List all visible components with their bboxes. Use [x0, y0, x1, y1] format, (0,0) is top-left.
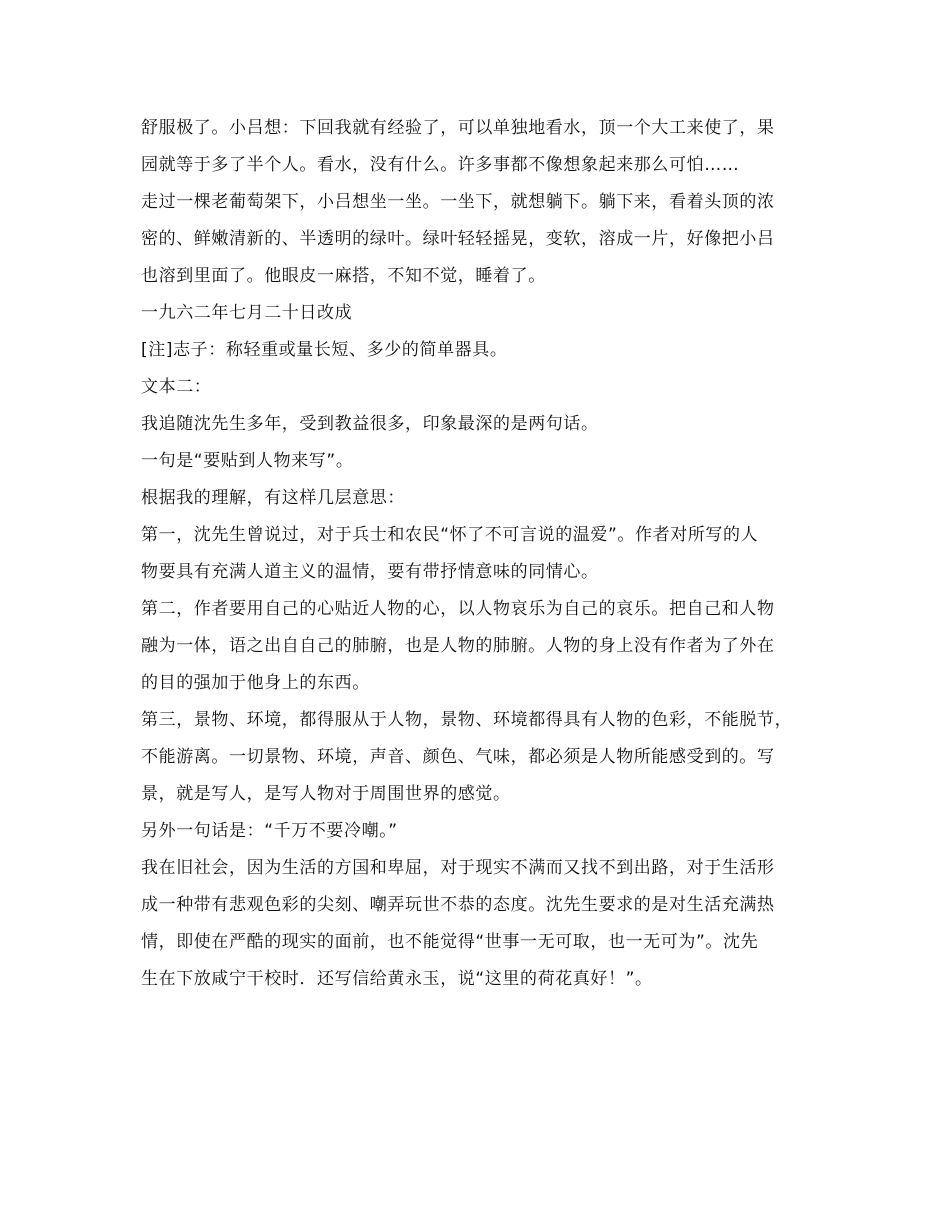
text-line: 也溶到里面了。他眼皮一麻搭，不知不觉，睡着了。: [141, 266, 546, 286]
text-line: 第一，沈先生曾说过，对于兵士和农民“怀了不可言说的温爱”。作者对所写的人: [141, 525, 759, 545]
text-line: 一句是“要贴到人物来写”。: [141, 451, 354, 471]
paragraph-old-society: [141, 850, 821, 998]
text-line: 融为一体，语之出自自己的肺腑，也是人物的肺腑。人物的身上没有作者为了外在: [141, 636, 775, 656]
text-line: 的目的强加于他身上的东西。: [141, 673, 370, 693]
text-line: 成一种带有悲观色彩的尖刻、嘲弄玩世不恭的态度。沈先生要求的是对生活充满热: [141, 895, 775, 915]
text-line: 文本二：: [141, 377, 212, 397]
paragraph-understanding: [141, 480, 821, 517]
paragraph-first-saying: [141, 443, 821, 480]
paragraph-point-one: [141, 517, 821, 591]
text-line: [注]志子：称轻重或量长短、多少的简单器具。: [141, 340, 508, 360]
text-line: 第三，景物、环境，都得服从于人物，景物、环境都得具有人物的色彩，不能脱节，: [141, 710, 793, 730]
text-line: 密的、鲜嫩清新的、半透明的绿叶。绿叶轻轻摇晃，变软，溶成一片，好像把小吕: [141, 229, 775, 249]
paragraph-footnote: [141, 332, 821, 369]
paragraph-following-shen: [141, 406, 821, 443]
paragraph-second-saying: [141, 813, 821, 850]
paragraph-waterwatch-ending: [141, 110, 821, 184]
text-line: 第二，作者要用自己的心贴近人物的心，以人物哀乐为自己的哀乐。把自己和人物: [141, 599, 775, 619]
paragraph-text-two-heading: [141, 369, 821, 406]
text-line: 走过一棵老葡萄架下，小吕想坐一坐。一坐下，就想躺下。躺下来，看着头顶的浓: [141, 192, 775, 212]
text-line: 景，就是写人，是写人物对于周围世界的感觉。: [141, 784, 511, 804]
text-line: 情，即使在严酷的现实的面前，也不能觉得“世事一无可取，也一无可为”。沈先: [141, 932, 759, 952]
text-line: 舒服极了。小吕想：下回我就有经验了，可以单独地看水，顶一个大工来使了，果: [141, 118, 775, 138]
paragraph-date: [141, 295, 821, 332]
text-line: 另外一句话是：“千万不要冷嘲。”: [141, 821, 398, 841]
text-line: 一九六二年七月二十日改成: [141, 303, 353, 323]
paragraph-point-two: [141, 591, 821, 702]
paragraph-grape-trellis: [141, 184, 821, 295]
text-line: 不能游离。一切景物、环境，声音、颜色、气味，都必须是人物所能感受到的。写: [141, 747, 775, 767]
text-line: 根据我的理解，有这样几层意思：: [141, 488, 405, 508]
text-line: 我追随沈先生多年，受到教益很多，印象最深的是两句话。: [141, 414, 599, 434]
document-body: [141, 110, 821, 998]
text-line: 我在旧社会，因为生活的方国和卑屈，对于现实不满而又找不到出路，对于生活形: [141, 858, 775, 878]
text-line: 园就等于多了半个人。看水，没有什么。许多事都不像想象起来那么可怕……: [141, 155, 740, 175]
paragraph-point-three: [141, 702, 821, 813]
text-line: 物要具有充满人道主义的温情，要有带抒情意味的同情心。: [141, 562, 599, 582]
text-line: 生在下放咸宁干校时．还写信给黄永玉，说“这里的荷花真好！”。: [141, 969, 653, 989]
